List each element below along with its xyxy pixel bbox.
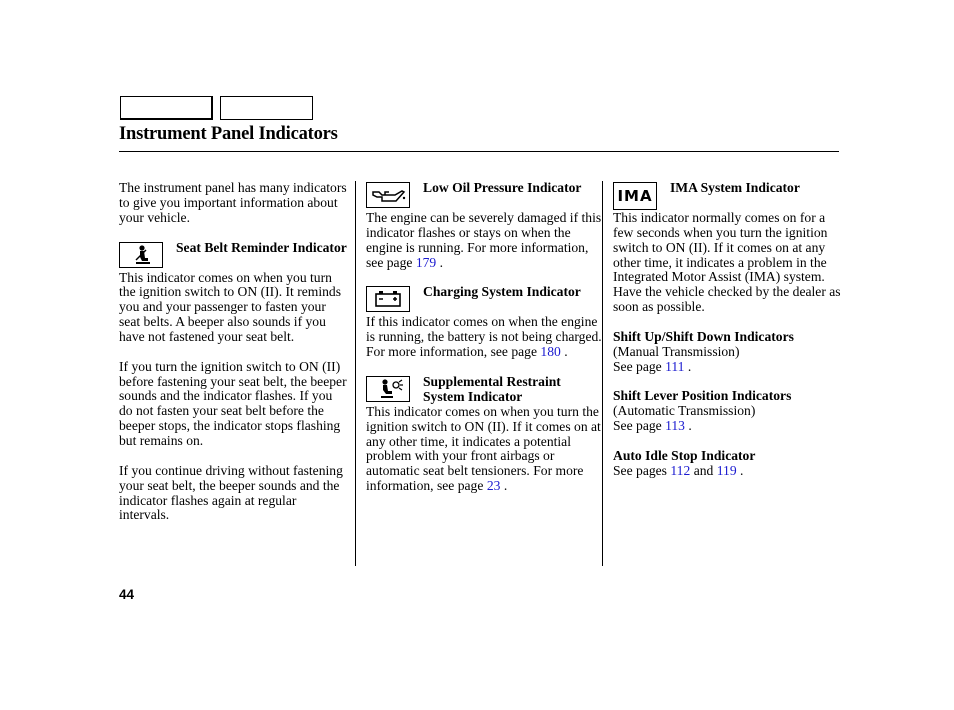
shift-lever-heading: Shift Lever Position Indicators [613, 388, 792, 404]
auto-idle-page-link-2[interactable]: 119 [716, 462, 737, 478]
column-2 [366, 181, 602, 494]
seatbelt-paragraph-3: If you continue driving without fastening your seat belt, the beeper sounds and the indicator flashes again at regular intervals. [119, 462, 343, 523]
srs-page-link[interactable]: 23 [486, 478, 501, 494]
column-3 [613, 181, 841, 479]
seatbelt-paragraph-2: If you turn the ignition switch to ON (II) before fastening your seat belt, the beeper sounds and the indicator flashes. If you do not fasten your seat belt before the beeper stops, the indicator stops flashing but remains on. [119, 358, 347, 448]
oil-page-link[interactable]: 179 [415, 254, 437, 270]
ima-heading [613, 181, 841, 211]
shift-lever-page-link[interactable]: 113 [665, 418, 685, 434]
auto-idle-heading: Auto Idle Stop Indicator [613, 447, 756, 463]
seatbelt-paragraph-1: This indicator comes on when you turn the ignition switch to ON (II). It reminds you and your passenger to fasten your seat belts. A beeper also sounds if you have not fastened your seat belt. [119, 269, 341, 344]
srs-heading [366, 375, 602, 405]
title-rule [119, 151, 839, 152]
ima-heading-text: IMA System Indicator [670, 180, 800, 195]
srs-body: This indicator comes on when you turn the ignition switch to ON (II). If it comes on at any other time, it indicates a potential problem with your front airbags or automatic seat belt tensioners. For more information, see page 23 . [366, 403, 601, 494]
header-tab-box-1 [120, 96, 213, 120]
seatbelt-icon [119, 242, 163, 268]
auto-idle-see: See pages 112 and 119 . [613, 462, 744, 478]
charging-heading [366, 285, 602, 315]
ima-icon [613, 182, 657, 210]
page-number: 44 [119, 587, 135, 602]
oil-body: The engine can be severely damaged if this indicator flashes or stays on when the engine is running. For more information, see page 179 . [366, 210, 602, 270]
shift-up-sub: (Manual Transmission) [613, 343, 740, 359]
ima-icon-text: IMA [617, 186, 653, 205]
shift-lever-see: See page 113 . [613, 418, 692, 434]
shift-lever-sub: (Automatic Transmission) [613, 403, 756, 419]
intro-text: The instrument panel has many indicators to give you important information about your vehicle. [119, 180, 347, 225]
charging-heading-text: Charging System Indicator [423, 284, 581, 300]
column-divider-1 [355, 181, 356, 566]
airbag-icon [366, 376, 410, 402]
oil-heading [366, 181, 602, 211]
seatbelt-heading-text: Seat Belt Reminder Indicator [176, 239, 347, 255]
charging-page-link[interactable]: 180 [540, 344, 561, 360]
page-title: Instrument Panel Indicators [119, 124, 338, 144]
charging-body: If this indicator comes on when the engine is running, the battery is not being charged. For more information, see page 180 . [366, 314, 602, 360]
header-tab-box-2 [220, 96, 313, 120]
seatbelt-heading [119, 241, 349, 271]
srs-heading-text: Supplemental Restraint System Indicator [423, 373, 561, 404]
shift-up-see: See page 111 . [613, 358, 692, 374]
oil-can-icon [366, 182, 410, 208]
column-divider-2 [602, 181, 603, 566]
auto-idle-page-link-1[interactable]: 112 [670, 462, 691, 478]
shift-up-heading: Shift Up/Shift Down Indicators [613, 328, 794, 344]
shift-up-page-link[interactable]: 111 [665, 358, 685, 374]
battery-icon [366, 286, 410, 312]
ima-body: This indicator normally comes on for a few seconds when you turn the ignition switch to ON (II). If it comes on at any other time, it indicates a problem in the Integrated Motor Assist (IMA) system. Have the vehicle checked by the dealer as soon as possible. [613, 210, 841, 315]
column-1 [119, 181, 349, 523]
oil-heading-text: Low Oil Pressure Indicator [423, 180, 582, 195]
